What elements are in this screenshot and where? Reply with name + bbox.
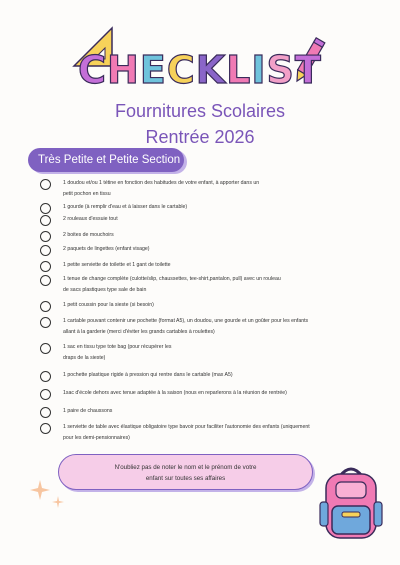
checklist-item: [40, 406, 370, 418]
checklist-item-line: 1 gourde (à remplir d'eau et à laisser dans le cartable): [63, 204, 188, 210]
checkbox-circle-icon[interactable]: [40, 231, 51, 242]
checklist-item-text: [63, 274, 281, 295]
title-letter: E: [139, 48, 167, 92]
sparkle-icon: [28, 476, 68, 516]
checklist-item-text: [63, 388, 287, 400]
page-subtitle: Fournitures Scolaires: [114, 101, 286, 121]
checklist-item: [40, 214, 370, 226]
checklist-item: [40, 230, 370, 242]
section-heading: Très Petite et Petite Section: [28, 148, 184, 172]
checklist-item-line: de sacs plastiques type sale de bain: [63, 286, 147, 293]
checklist-item-line: 1sac d'école dehors avec tenue adaptée à la saison (nous en reparlerons à la réunion de rentrée): [63, 390, 287, 396]
checklist-item: [40, 370, 370, 382]
checklist-item-text: [63, 406, 112, 418]
checkbox-circle-icon[interactable]: [40, 203, 51, 214]
checkbox-circle-icon[interactable]: [40, 317, 51, 328]
checkbox-circle-icon[interactable]: [40, 301, 51, 312]
checkbox-circle-icon[interactable]: [40, 371, 51, 382]
checklist-item: [40, 178, 370, 199]
checklist-item-line: 1 sac en tissu type tote bag (pour récupérer les: [63, 344, 172, 350]
checklist-item-text: [63, 202, 187, 214]
checklist-item: [40, 244, 370, 256]
checklist-item: [40, 316, 370, 337]
checklist-item-line: 1 petit coussin pour la sieste (si besoin): [63, 302, 154, 308]
checkbox-circle-icon[interactable]: [40, 245, 51, 256]
checkbox-circle-icon[interactable]: [40, 261, 51, 272]
checklist-item-text: [63, 230, 114, 242]
checklist-item-text: [63, 422, 310, 443]
checklist-item-line: 2 paquets de lingettes (enfant visage): [63, 246, 150, 252]
reminder-line-1: N'oubliez pas de noter le nom et le prénom de votre: [114, 464, 257, 471]
checklist-item-line: 1 cartable pouvant contenir une pochette (format A5), un doudou, une gourde et un goûter pour les enfants: [63, 318, 309, 324]
checklist-item-line: 1 paire de chaussons: [63, 408, 113, 414]
title-letter: H: [107, 48, 140, 92]
checklist-item-text: [63, 342, 171, 363]
checklist-item-line: petit pochon en tissu: [63, 190, 111, 197]
checklist-item: [40, 202, 370, 214]
school-year: Rentrée 2026: [145, 127, 255, 147]
page-title: [0, 48, 400, 92]
title-letter: C: [166, 48, 196, 92]
checklist-item: [40, 342, 370, 363]
checkbox-circle-icon[interactable]: [40, 215, 51, 226]
checkbox-circle-icon[interactable]: [40, 407, 51, 418]
checkbox-circle-icon[interactable]: [40, 343, 51, 354]
title-letter: S: [266, 48, 295, 92]
checklist-item-line: 1 petite serviette de toilette et 1 gant de toilette: [63, 262, 171, 268]
title-letter: T: [294, 48, 322, 92]
reminder-note: [58, 454, 313, 490]
checkbox-circle-icon[interactable]: [40, 423, 51, 434]
checklist-item: [40, 422, 370, 443]
checklist-item-line: draps de la sieste): [63, 354, 106, 361]
checklist-item-line: 1 serviette de table avec élastique obligatoire type bavoir pour faciliter l'autonomie des enfants (uniquement: [63, 424, 310, 430]
checklist-item-text: [63, 260, 171, 272]
checklist-item: [40, 274, 370, 295]
checklist-item-text: [63, 370, 233, 382]
title-letter: C: [78, 48, 108, 92]
checklist-item-text: [63, 214, 118, 226]
checklist-item: [40, 300, 370, 312]
checklist-item-line: 1 pochette plastique rigide à pression qui rentre dans le cartable (max A5): [63, 372, 233, 378]
checklist-item: [40, 260, 370, 272]
reminder-line-2: enfant sur toutes ses affaires: [145, 475, 226, 482]
backpack-icon: [318, 462, 384, 544]
checklist-item-line: 2 rouleaux d'essuie tout: [63, 216, 118, 222]
title-letter: K: [195, 48, 227, 92]
checklist-item-line: allant à la garderie (merci d'éviter les grands cartables à roulettes): [63, 328, 215, 335]
checklist-item: [40, 388, 370, 400]
title-letter: L: [226, 48, 252, 92]
checklist-item-text: [63, 244, 150, 256]
checklist-item-line: 1 doudou et/ou 1 tétine en fonction des habitudes de votre enfant, à apporter dans un: [63, 180, 260, 186]
header: [0, 48, 400, 148]
checklist-item-text: [63, 178, 259, 199]
checklist-item-text: [63, 300, 154, 312]
checklist-item-line: 1 tenue de change complète (culotte/slip, chaussettes, tee-shirt,pantalon, pull) avec un rouleau: [63, 276, 281, 282]
checklist-item-line: pour les demi-pensionnaires): [63, 434, 130, 441]
title-letter: I: [251, 48, 267, 92]
checkbox-circle-icon[interactable]: [40, 179, 51, 190]
checklist-item-line: 2 boites de mouchoirs: [63, 232, 114, 238]
checklist-item-text: [63, 316, 308, 337]
checkbox-circle-icon[interactable]: [40, 389, 51, 400]
checkbox-circle-icon[interactable]: [40, 275, 51, 286]
